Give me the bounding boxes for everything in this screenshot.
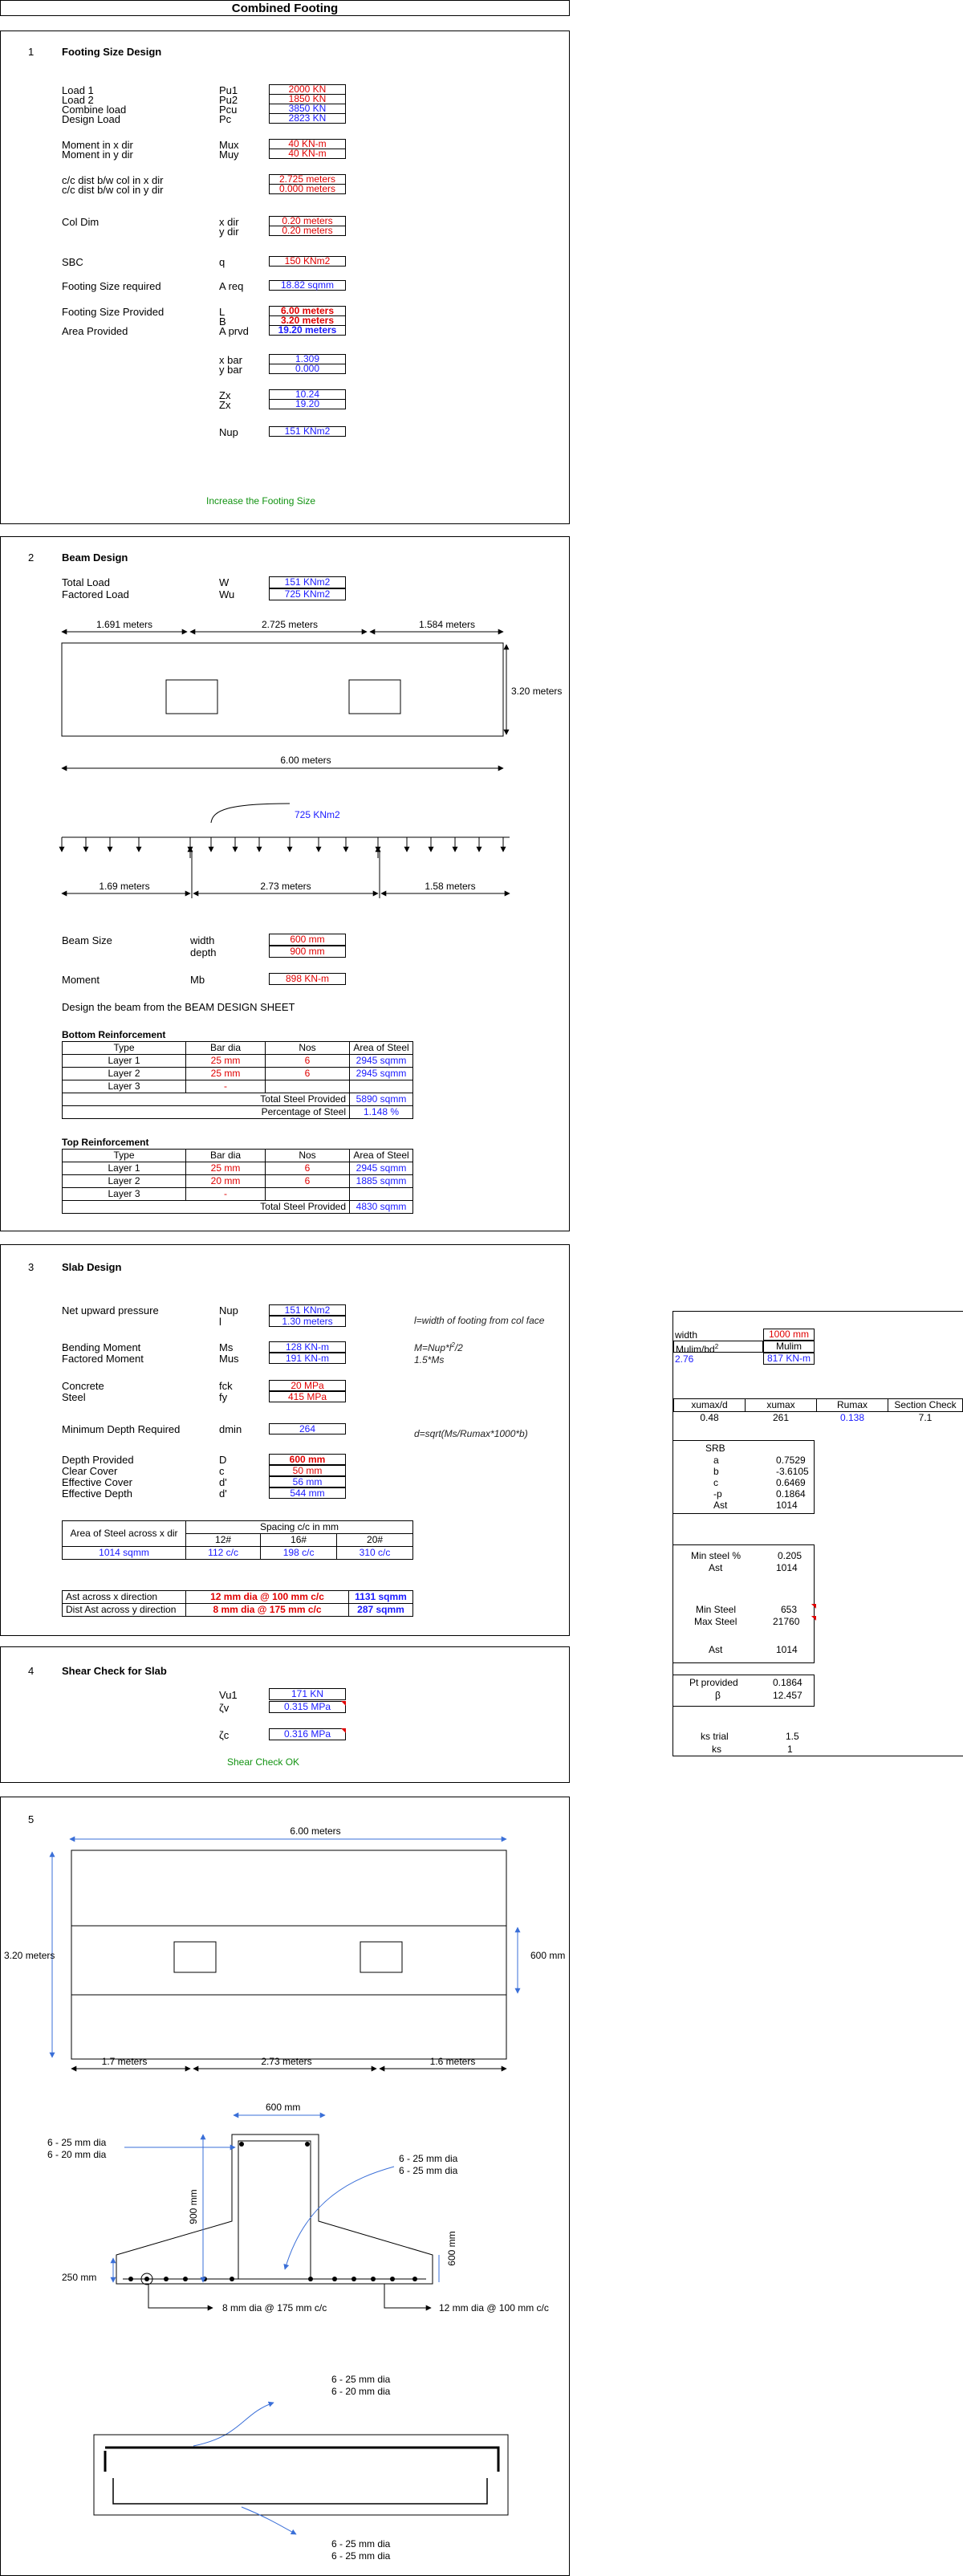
max-steel-value: 21760	[773, 1616, 800, 1627]
s1-row-symbol: y bar	[219, 364, 242, 376]
ast2-value: 1014	[776, 1644, 798, 1655]
s1-row-value: 2823 KN	[269, 113, 346, 124]
side-mulim-label: Mulim/$bd^2$	[673, 1341, 763, 1353]
moment-symbol: Mb	[190, 974, 205, 986]
table-cell: Layer 3	[63, 1080, 186, 1093]
long-top-2: 6 - 20 mm dia	[331, 2386, 391, 2397]
s3-row-symbol: dmin	[219, 1423, 242, 1435]
s1-row-label: SBC	[62, 256, 83, 268]
s3-row-value: 1.30 meters	[269, 1316, 346, 1327]
detailing-drawings	[1, 1797, 569, 2575]
section-footing-size	[0, 31, 570, 524]
ast-x-spec: 12 mm dia @ 100 mm c/c	[186, 1591, 349, 1604]
total-steel-label: Total Steel Provided	[63, 1201, 350, 1214]
s3-row-symbol: D	[219, 1454, 227, 1466]
s1-row-value: 0.20 meters	[269, 226, 346, 236]
pt-label: Pt provided	[689, 1677, 738, 1688]
s1-row-label: Footing Size Provided	[62, 306, 165, 318]
column-1	[166, 680, 217, 714]
top-reinforcement-heading: Top Reinforcement	[62, 1137, 149, 1148]
total-steel-value: 5890 sqmm	[350, 1093, 413, 1106]
bottom-reinforcement-heading: Bottom Reinforcement	[62, 1029, 166, 1040]
s1-row-symbol: q	[219, 256, 226, 268]
rebar-dot	[371, 2277, 376, 2281]
beta-value: 12.457	[773, 1690, 802, 1701]
table-cell: 0.138	[839, 1412, 865, 1423]
col-header: Type	[63, 1150, 186, 1162]
s3-row-label: Factored Moment	[62, 1353, 144, 1365]
s1-row-value: 19.20	[269, 399, 346, 409]
right-bar-1: 6 - 25 mm dia	[399, 2153, 458, 2164]
section-heading: Footing Size Design	[62, 46, 162, 58]
rebar-dot	[351, 2277, 356, 2281]
comment-marker	[341, 1728, 346, 1733]
s3-row-symbol: fy	[219, 1391, 228, 1403]
table-cell: 25 mm	[186, 1055, 266, 1068]
s3-row-label: Depth Provided	[62, 1454, 134, 1466]
s3-row-value: 128 KN-m	[269, 1341, 346, 1353]
s1-row-label: Moment in x dir	[62, 139, 133, 151]
beam-plan-diagram	[1, 537, 569, 906]
table-cell: 6	[266, 1175, 350, 1188]
s3-row-label: Net upward pressure	[62, 1304, 159, 1316]
s1-row-label: Col Dim	[62, 216, 100, 228]
rebar-dot	[332, 2277, 337, 2281]
srb-value: 1014	[776, 1500, 798, 1511]
note-m: $M=Nup*l^2/2$	[414, 1341, 463, 1353]
udl-label: 725 KNm2	[295, 809, 340, 820]
right-bar-2: 6 - 25 mm dia	[399, 2165, 458, 2176]
dist-bar-label: 8 mm dia @ 175 mm c/c	[222, 2302, 327, 2314]
total-steel-value: 4830 sqmm	[350, 1201, 413, 1214]
s1-row-label: Load 1	[62, 84, 94, 96]
s1-row-value: 1.309	[269, 354, 346, 364]
s1-row-value: 18.82 sqmm	[269, 280, 346, 291]
side-width-value: 1000 mm	[763, 1329, 815, 1341]
comment-marker	[341, 1701, 346, 1706]
beam-width-label: 3.20 meters	[511, 686, 563, 697]
dim-bottom-3: 1.58 meters	[425, 881, 476, 892]
s1-row-symbol: x bar	[219, 354, 242, 366]
section-detailing	[0, 1797, 570, 2576]
s3-row-value: 50 mm	[269, 1465, 346, 1476]
min-steel-value: 0.205	[778, 1550, 802, 1561]
section-width-label: 600 mm	[266, 2102, 301, 2113]
dim-top-1: 1.691 meters	[95, 619, 153, 630]
plan-dim-2: 2.73 meters	[261, 2056, 312, 2067]
s1-row-value: 40 KN-m	[269, 149, 346, 159]
srb-value: -3.6105	[776, 1466, 809, 1477]
dim-bottom-1: 1.69 meters	[99, 881, 150, 892]
s1-row-value: 3.20 meters	[269, 315, 346, 326]
table-cell	[266, 1080, 350, 1093]
table-cell: Layer 3	[63, 1188, 186, 1201]
s1-row-value: 0.000 meters	[269, 184, 346, 194]
s3-row-label: Concrete	[62, 1380, 104, 1392]
slab-depth-label: 600 mm	[446, 2231, 457, 2266]
section-number: 3	[28, 1261, 35, 1273]
beam-width-label: 600 mm	[530, 1950, 566, 1961]
s1-row-value: 151 KNm2	[269, 426, 346, 437]
side-width-label: width	[675, 1329, 698, 1341]
s1-row-symbol: A req	[219, 280, 244, 292]
top-reinforcement-table	[62, 1149, 413, 1214]
rebar-dot	[230, 2277, 234, 2281]
note-l: l=width of footing from col face	[414, 1315, 545, 1326]
s1-row-value: 40 KN-m	[269, 139, 346, 149]
s3-row-value: 544 mm	[269, 1487, 346, 1499]
side-mulim-value: 817 KN-m	[763, 1353, 815, 1365]
beam-width-value: 600 mm	[269, 934, 346, 946]
spacing-12: 112 c/c	[186, 1547, 261, 1560]
dim-bottom-2: 2.73 meters	[260, 881, 311, 892]
s3-row-value: 264	[269, 1423, 346, 1435]
s1-row-symbol: Mux	[219, 139, 239, 151]
ast-y-area: 287 sqmm	[349, 1604, 413, 1617]
min-steel-limit-value: 653	[781, 1604, 798, 1615]
table-cell: Layer 2	[63, 1068, 186, 1080]
s3-row-value: 415 MPa	[269, 1391, 346, 1402]
total-load-label: Total Load	[62, 576, 110, 588]
zeta-c-value: 0.316 MPa	[269, 1728, 346, 1740]
table-cell: 1885 sqmm	[350, 1175, 413, 1188]
section-depth-label: 900 mm	[188, 2189, 199, 2224]
rebar-dot	[183, 2277, 188, 2281]
s1-row-value: 3850 KN	[269, 104, 346, 114]
col-header: xumax/d	[674, 1399, 746, 1412]
left-bar-2: 6 - 20 mm dia	[47, 2149, 107, 2160]
footing-outline	[71, 1850, 506, 2059]
edge-depth-label: 250 mm	[62, 2272, 97, 2283]
rebar-dot	[128, 2277, 133, 2281]
table-cell: Layer 1	[63, 1055, 186, 1068]
s1-row-value: 0.20 meters	[269, 216, 346, 226]
s1-row-symbol: x dir	[219, 216, 239, 228]
percent-steel-value: 1.148 %	[350, 1106, 413, 1119]
col-header: Section Check	[888, 1399, 963, 1412]
table-cell: 25 mm	[186, 1162, 266, 1175]
rebar-dot	[164, 2277, 169, 2281]
section-heading: Beam Design	[62, 551, 128, 564]
s3-row-label: Steel	[62, 1391, 86, 1403]
s1-row-value: 2.725 meters	[269, 174, 346, 185]
rebar-dot	[390, 2277, 395, 2281]
column-1	[174, 1942, 216, 1972]
s1-row-value: 1850 KN	[269, 94, 346, 104]
beam-section-outline	[116, 2134, 433, 2284]
area-label: Area of Steel across x dir	[63, 1521, 186, 1547]
col-header: Rumax	[817, 1399, 888, 1412]
table-cell: 20 mm	[186, 1175, 266, 1188]
column-2	[349, 680, 400, 714]
s3-row-value: 56 mm	[269, 1476, 346, 1487]
section-beam-design	[0, 536, 570, 1231]
srb-value: 0.6469	[776, 1477, 806, 1488]
beam-width-symbol: width	[190, 934, 215, 946]
s3-row-symbol: d'	[219, 1487, 227, 1500]
section-number: 5	[28, 1813, 35, 1825]
rebar-dot	[144, 2277, 149, 2281]
rebar-dot	[412, 2277, 417, 2281]
s1-row-value: 150 KNm2	[269, 256, 346, 267]
section-slab-design	[0, 1244, 570, 1636]
s3-row-value: 600 mm	[269, 1454, 346, 1465]
total-load-symbol: W	[219, 576, 230, 588]
srb-title: SRB	[705, 1443, 725, 1454]
col-header: xumax	[746, 1399, 817, 1412]
s3-row-symbol: l	[219, 1316, 221, 1328]
table-cell: -	[186, 1188, 266, 1201]
pt-value: 0.1864	[773, 1677, 802, 1688]
s1-row-label: c/c dist b/w col in y dir	[62, 184, 164, 196]
table-cell: 7.1	[918, 1412, 933, 1423]
srb-key: b	[713, 1466, 719, 1477]
s1-row-label: Moment in y dir	[62, 149, 133, 161]
area-value: 1014 sqmm	[63, 1547, 186, 1560]
s3-row-value: 191 KN-m	[269, 1353, 346, 1364]
s3-row-label: Clear Cover	[62, 1465, 118, 1477]
ast-label: Ast	[709, 1562, 723, 1573]
srb-value: 0.7529	[776, 1455, 806, 1466]
col-header: Area of Steel	[350, 1042, 413, 1055]
factored-load-symbol: Wu	[219, 588, 235, 600]
ast2-label: Ast	[709, 1644, 723, 1655]
plan-dim-1: 1.7 meters	[101, 2056, 148, 2067]
s1-row-symbol: Zx	[219, 389, 231, 401]
s1-row-symbol: Zx	[219, 399, 231, 411]
table-cell	[266, 1188, 350, 1201]
col-header: Type	[63, 1042, 186, 1055]
s1-row-symbol: Pcu	[219, 104, 238, 116]
s1-row-symbol: Pc	[219, 113, 232, 125]
col-header: Nos	[266, 1042, 350, 1055]
s3-row-label: Effective Cover	[62, 1476, 132, 1488]
section-number: 1	[28, 46, 35, 58]
s3-row-symbol: d'	[219, 1476, 227, 1488]
ast-x-label: Ast across x direction	[63, 1591, 186, 1604]
ast-value: 1014	[776, 1562, 798, 1573]
ks-label: ks	[712, 1744, 721, 1755]
s1-row-value: 6.00 meters	[269, 306, 346, 316]
plan-width-label: 3.20 meters	[4, 1950, 55, 1961]
s1-row-symbol: A prvd	[219, 325, 249, 337]
total-steel-label: Total Steel Provided	[63, 1093, 350, 1106]
zeta-v-value: 0.315 MPa	[269, 1701, 346, 1713]
table-cell: 2945 sqmm	[350, 1162, 413, 1175]
side-xumax-table	[673, 1398, 963, 1424]
long-top-1: 6 - 25 mm dia	[331, 2374, 391, 2385]
beam-depth-symbol: depth	[190, 946, 217, 958]
col-header: Bar dia	[186, 1150, 266, 1162]
s3-row-label: Bending Moment	[62, 1341, 141, 1353]
s3-row-label: Minimum Depth Required	[62, 1423, 181, 1435]
long-bottom-2: 6 - 25 mm dia	[331, 2550, 391, 2562]
beta-label: β	[715, 1690, 721, 1701]
s1-row-symbol: Pu1	[219, 84, 238, 96]
plan-length-label: 6.00 meters	[290, 1825, 341, 1837]
column-2	[360, 1942, 402, 1972]
ast-y-spec: 8 mm dia @ 175 mm c/c	[186, 1604, 349, 1617]
table-cell: 2945 sqmm	[350, 1055, 413, 1068]
beam-length-label: 6.00 meters	[280, 755, 331, 766]
beam-size-label: Beam Size	[62, 934, 112, 946]
srb-key: c	[713, 1477, 718, 1488]
vu1-symbol: Vu1	[219, 1689, 238, 1701]
note-d: d=sqrt(Ms/Rumax*1000*b)	[414, 1428, 528, 1439]
comment-marker	[811, 1604, 816, 1609]
side-calculation-panel	[672, 1311, 963, 1756]
stirrup	[238, 2141, 311, 2279]
s3-row-symbol: c	[219, 1465, 225, 1477]
spacing-header: Spacing c/c in mm	[186, 1521, 413, 1534]
bottom-reinforcement-table	[62, 1041, 413, 1119]
table-cell: 6	[266, 1068, 350, 1080]
s3-row-value: 20 MPa	[269, 1380, 346, 1391]
section-heading: Slab Design	[62, 1261, 122, 1273]
udl-arrows	[62, 837, 503, 852]
table-cell: Layer 2	[63, 1175, 186, 1188]
col-header: 12#	[186, 1534, 261, 1547]
section-shear-check	[0, 1646, 570, 1783]
col-header: Nos	[266, 1150, 350, 1162]
zeta-v-symbol: ζv	[219, 1702, 230, 1714]
ast-x-area: 1131 sqmm	[349, 1591, 413, 1604]
col-header: 16#	[261, 1534, 337, 1547]
srb-key: -p	[713, 1488, 722, 1500]
s1-row-label: Area Provided	[62, 325, 128, 337]
s3-row-symbol: fck	[219, 1380, 233, 1392]
table-cell: 0.48	[700, 1412, 719, 1423]
dim-top-2: 2.725 meters	[261, 619, 319, 630]
section-heading: Shear Check for Slab	[62, 1665, 167, 1677]
factored-load-label: Factored Load	[62, 588, 129, 600]
min-steel-label: Min steel %	[691, 1550, 742, 1561]
table-cell: 6	[266, 1055, 350, 1068]
s1-row-symbol: Pu2	[219, 94, 238, 106]
section-number: 4	[28, 1665, 35, 1677]
s1-row-symbol: y dir	[219, 226, 239, 238]
left-bar-1: 6 - 25 mm dia	[47, 2137, 107, 2148]
s3-row-symbol: Ms	[219, 1341, 234, 1353]
s1-row-value: 0.000	[269, 364, 346, 374]
s1-row-symbol: Nup	[219, 426, 238, 438]
ks-value: 1	[787, 1744, 793, 1755]
s1-row-symbol: L	[219, 306, 226, 318]
max-steel-label: Max Steel	[694, 1616, 737, 1627]
s1-row-value: 2000 KN	[269, 84, 346, 95]
footing-size-message: Increase the Footing Size	[206, 495, 316, 507]
spacing-table	[62, 1520, 413, 1560]
s1-row-label: Load 2	[62, 94, 94, 106]
zeta-c-symbol: ζc	[219, 1729, 230, 1741]
s1-row-label: c/c dist b/w col in x dir	[62, 174, 164, 186]
s3-row-symbol: Mus	[219, 1353, 239, 1365]
factored-load-value: 725 KNm2	[269, 588, 346, 600]
dim-top-3: 1.584 meters	[418, 619, 476, 630]
col-header: 20#	[337, 1534, 413, 1547]
table-cell	[350, 1188, 413, 1201]
table-cell: 25 mm	[186, 1068, 266, 1080]
s3-row-symbol: Nup	[219, 1304, 238, 1316]
section-number: 2	[28, 551, 35, 564]
s1-row-symbol: Muy	[219, 149, 239, 161]
srb-key: Ast	[713, 1500, 728, 1511]
s1-row-symbol: B	[219, 315, 226, 328]
moment-label: Moment	[62, 974, 100, 986]
long-bottom-1: 6 - 25 mm dia	[331, 2538, 391, 2550]
beam-outline	[62, 643, 503, 736]
ks-trial-label: ks trial	[701, 1731, 729, 1742]
page-title: Combined Footing	[0, 0, 570, 16]
beam-depth-value: 900 mm	[269, 946, 346, 958]
table-cell: 6	[266, 1162, 350, 1175]
ast-y-label: Dist Ast across y direction	[63, 1604, 186, 1617]
note-mu: 1.5*Ms	[414, 1354, 445, 1365]
side-mulim-header: Mulim	[763, 1341, 815, 1353]
s3-row-value: 151 KNm2	[269, 1304, 346, 1316]
rebar-dot	[308, 2277, 313, 2281]
percent-steel-label: Percentage of Steel	[63, 1106, 350, 1119]
ks-trial-value: 1.5	[786, 1731, 799, 1742]
col-header: Area of Steel	[350, 1150, 413, 1162]
total-load-value: 151 KNm2	[269, 576, 346, 588]
col-header: Bar dia	[186, 1042, 266, 1055]
min-steel-limit-label: Min Steel	[696, 1604, 737, 1615]
s1-row-value: 19.20 meters	[269, 325, 346, 336]
table-cell: 2945 sqmm	[350, 1068, 413, 1080]
s1-row-label: Footing Size required	[62, 280, 161, 292]
table-cell	[350, 1080, 413, 1093]
ast-table	[62, 1590, 413, 1617]
main-bar-label: 12 mm dia @ 100 mm c/c	[439, 2302, 549, 2314]
s1-row-value: 10.24	[269, 389, 346, 400]
comment-marker	[811, 1616, 816, 1621]
s1-row-label: Combine load	[62, 104, 127, 116]
table-cell: Layer 1	[63, 1162, 186, 1175]
s1-row-label: Design Load	[62, 113, 120, 125]
side-ratio: 2.76	[675, 1353, 694, 1365]
srb-value: 0.1864	[776, 1488, 806, 1500]
spacing-16: 198 c/c	[261, 1547, 337, 1560]
srb-key: a	[713, 1455, 719, 1466]
spacing-20: 310 c/c	[337, 1547, 413, 1560]
shear-check-message: Shear Check OK	[227, 1756, 300, 1768]
vu1-value: 171 KN	[269, 1688, 346, 1700]
s3-row-label: Effective Depth	[62, 1487, 132, 1500]
plan-dim-3: 1.6 meters	[429, 2056, 476, 2067]
moment-value: 898 KN-m	[269, 973, 346, 985]
beam-instruction: Design the beam from the BEAM DESIGN SHEET	[62, 1001, 295, 1013]
table-cell: -	[186, 1080, 266, 1093]
table-cell: 261	[772, 1412, 790, 1423]
